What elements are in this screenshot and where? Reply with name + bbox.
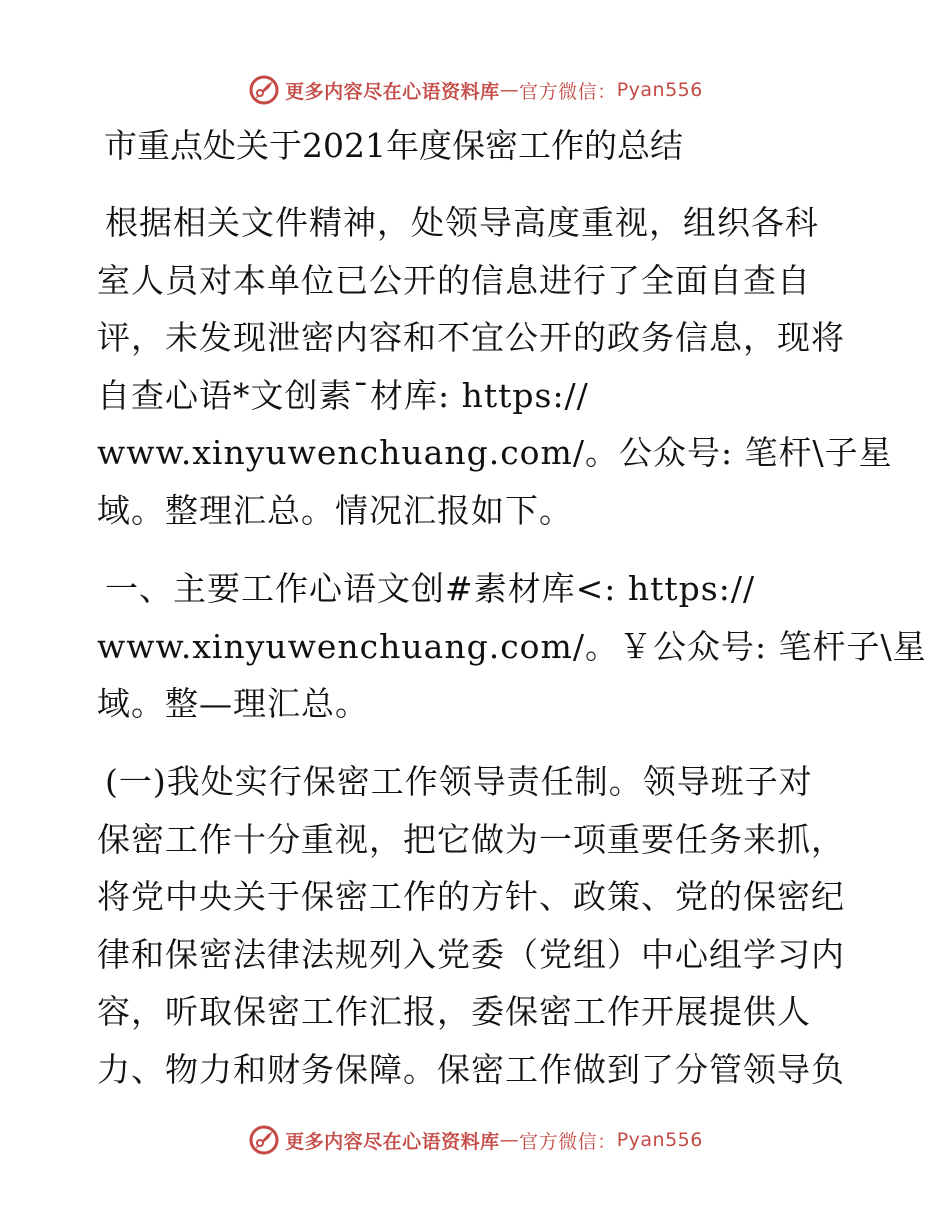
- paragraph-line: 力、物力和财务保障。保密工作做到了分管领导负: [97, 1049, 845, 1089]
- paragraph-line: 保密工作十分重视，把它做为一项重要任务来抓，: [97, 819, 845, 859]
- paragraph-line: www.xinyuwenchuang.com/。公众号: 笔杆\子星: [97, 433, 893, 472]
- paragraph-line: 域。整理汇总。情况汇报如下。: [97, 490, 573, 530]
- paragraph-line: 一、主要工作心语文创#素材库<: https://: [105, 569, 756, 608]
- footer-watermark: [0, 1120, 950, 1160]
- watermark-main-text: 更多内容尽在心语资料库: [285, 1130, 500, 1153]
- quill-swirl-logo-icon: [247, 1123, 281, 1157]
- document-title: 市重点处关于2021年度保密工作的总结: [104, 126, 683, 165]
- paragraph-section-heading: [97, 560, 927, 733]
- watermark-wechat-label: 官方微信：: [519, 80, 617, 103]
- watermark-separator: —: [499, 79, 520, 101]
- paragraph-line: 容，听取保密工作汇报，委保密工作开展提供人: [97, 992, 811, 1031]
- paragraph-line: 自查心语*文创素¯材库: https://: [97, 375, 589, 415]
- paragraph-line: 域。整—理汇总。: [97, 684, 369, 723]
- paragraph-responsibility: [97, 753, 857, 1098]
- watermark-wechat-id: Pyan556: [616, 79, 703, 101]
- paragraph-line: 根据相关文件精神，处领导高度重视，组织各科: [105, 203, 819, 242]
- paragraph-line: 评，未发现泄密内容和不宜公开的政务信息，现将: [97, 318, 845, 357]
- watermark-main-text: 更多内容尽在心语资料库: [285, 80, 500, 103]
- paragraph-line: www.xinyuwenchuang.com/。￥公众号: 笔杆子\星: [97, 626, 927, 666]
- paragraph-line: (一)我处实行保密工作领导责任制。领导班子对: [105, 762, 813, 801]
- watermark-wechat-id: Pyan556: [616, 1129, 703, 1151]
- paragraph-intro: [97, 194, 893, 539]
- quill-swirl-logo-icon: [247, 73, 281, 107]
- header-watermark: [0, 70, 950, 110]
- paragraph-line: 室人员对本单位已公开的信息进行了全面自查自: [97, 260, 811, 300]
- paragraph-line: 将党中央关于保密工作的方针、政策、党的保密纪: [97, 877, 845, 916]
- paragraph-line: 律和保密法律法规列入党委（党组）中心组学习内: [97, 934, 845, 974]
- watermark-wechat-label: 官方微信：: [519, 1130, 617, 1153]
- watermark-separator: —: [499, 1129, 520, 1151]
